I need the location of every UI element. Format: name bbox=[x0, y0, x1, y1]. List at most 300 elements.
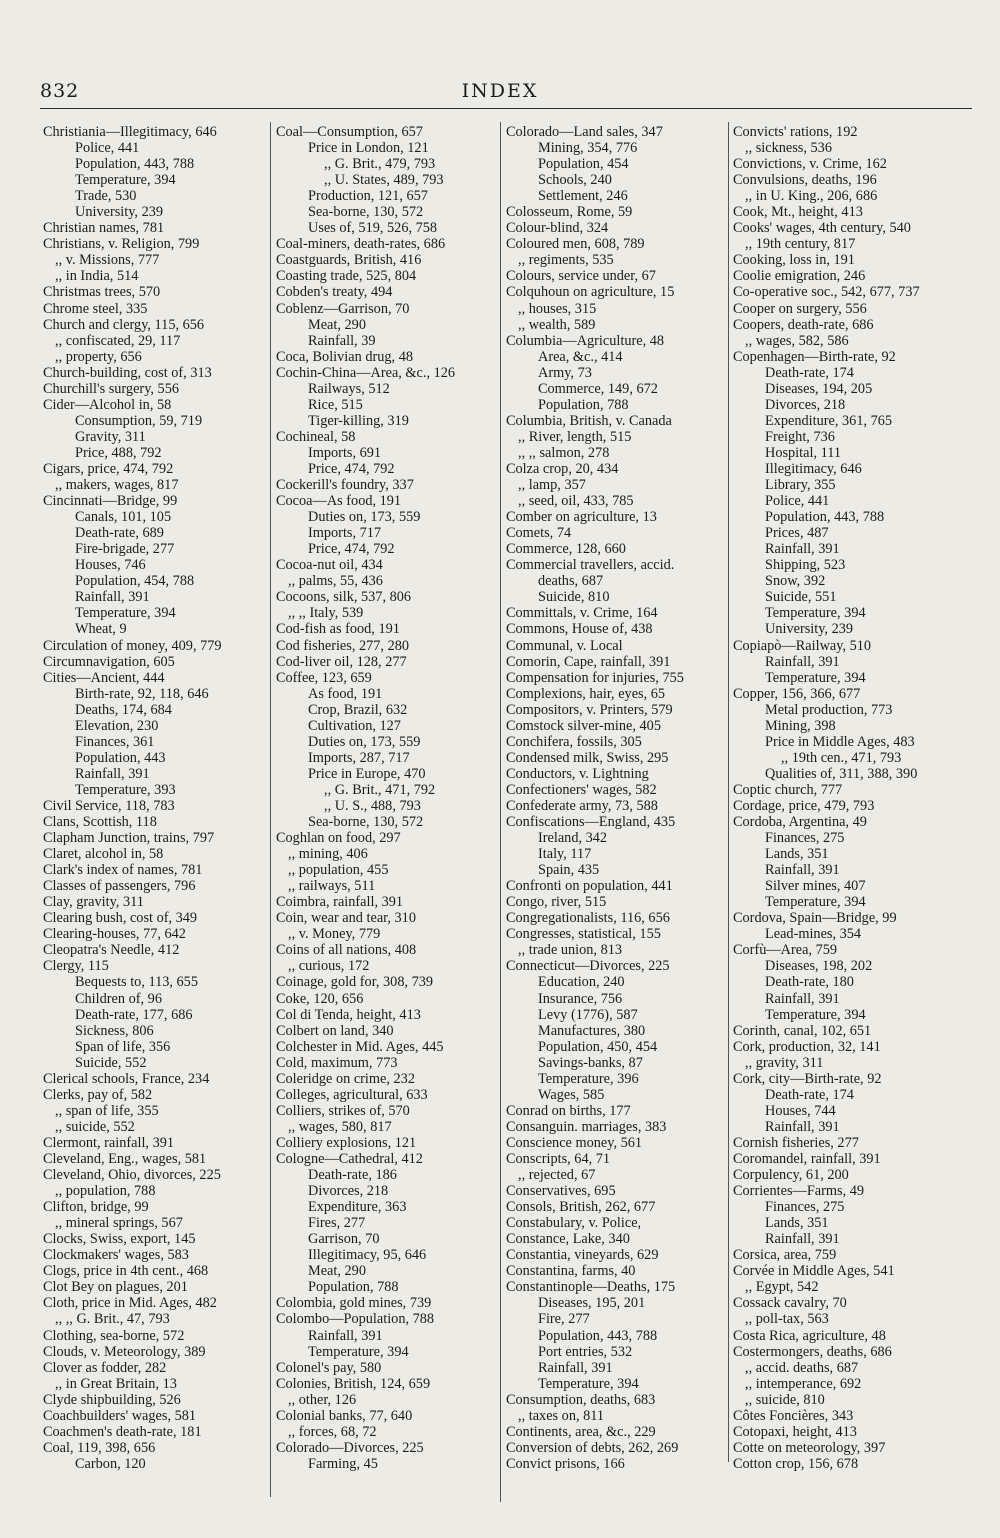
index-entry: Mining, 398 bbox=[765, 717, 836, 734]
index-entry: Meat, 290 bbox=[308, 316, 366, 333]
index-entry: Coinage, gold for, 308, 739 bbox=[276, 974, 434, 991]
index-entry: ,, 19th cen., 471, 793 bbox=[781, 749, 902, 766]
index-entry: Levy (1776), 587 bbox=[538, 1006, 638, 1023]
index-entry: Population, 443, 788 bbox=[765, 509, 885, 526]
index-entry: Confectioners' wages, 582 bbox=[506, 781, 657, 798]
index-entry: Imports, 691 bbox=[308, 444, 382, 461]
index-entry: ,, wealth, 589 bbox=[518, 316, 596, 333]
index-entry: Colour-blind, 324 bbox=[506, 220, 609, 237]
index-entry: Suicide, 810 bbox=[538, 589, 610, 606]
index-entry: Fire-brigade, 277 bbox=[75, 541, 175, 558]
index-entry: Imports, 287, 717 bbox=[308, 749, 410, 766]
index-entry: deaths, 687 bbox=[538, 573, 604, 590]
index-entry: Confiscations—England, 435 bbox=[506, 814, 676, 831]
index-entry: Confederate army, 73, 588 bbox=[506, 797, 658, 814]
index-entry: Uses of, 519, 526, 758 bbox=[308, 220, 438, 237]
index-column-3 bbox=[506, 124, 726, 1472]
index-entry: ,, taxes on, 811 bbox=[518, 1407, 605, 1424]
index-entry: Children of, 96 bbox=[75, 990, 162, 1007]
index-entry: Coleridge on crime, 232 bbox=[276, 1070, 415, 1087]
index-entry: Cotton crop, 156, 678 bbox=[733, 1455, 859, 1472]
index-entry: Police, 441 bbox=[765, 493, 830, 510]
index-entry: Corrientes—Farms, 49 bbox=[733, 1183, 865, 1200]
index-entry: Cochineal, 58 bbox=[276, 428, 356, 445]
index-entry: Commercial travellers, accid. bbox=[506, 557, 675, 574]
index-entry: Price in London, 121 bbox=[308, 140, 429, 157]
index-entry: Cooper on surgery, 556 bbox=[733, 300, 867, 317]
index-entry: Wheat, 9 bbox=[75, 621, 127, 638]
index-entry: Colliers, strikes of, 570 bbox=[276, 1102, 410, 1119]
index-entry: Coke, 120, 656 bbox=[276, 990, 364, 1007]
index-entry: Sea-borne, 130, 572 bbox=[308, 814, 424, 831]
index-entry: Rainfall, 391 bbox=[765, 541, 840, 558]
index-entry: Cod-fish as food, 191 bbox=[276, 621, 400, 638]
index-entry: Rainfall, 391 bbox=[538, 1359, 613, 1376]
index-entry: Coptic church, 777 bbox=[733, 781, 843, 798]
index-entry: ,, mining, 406 bbox=[288, 846, 368, 863]
index-entry: Cossack cavalry, 70 bbox=[733, 1295, 847, 1312]
page-number: 832 bbox=[40, 80, 80, 102]
index-entry: Cornish fisheries, 277 bbox=[733, 1134, 859, 1151]
index-entry: Wages, 585 bbox=[538, 1086, 605, 1103]
index-entry: Coca, Bolivian drug, 48 bbox=[276, 348, 413, 365]
index-entry: Compositors, v. Printers, 579 bbox=[506, 701, 673, 718]
index-entry: Confronti on population, 441 bbox=[506, 878, 673, 895]
index-entry: ,, forces, 68, 72 bbox=[288, 1423, 377, 1440]
index-entry: Clot Bey on plagues, 201 bbox=[43, 1279, 188, 1296]
index-entry: Duties on, 173, 559 bbox=[308, 733, 421, 750]
index-entry: Clothing, sea-borne, 572 bbox=[43, 1327, 185, 1344]
index-entry: Population, 454, 788 bbox=[75, 573, 195, 590]
index-entry: Elevation, 230 bbox=[75, 717, 159, 734]
index-entry: ,, rejected, 67 bbox=[518, 1167, 596, 1184]
index-entry: Houses, 746 bbox=[75, 557, 146, 574]
index-entry: Police, 441 bbox=[75, 140, 140, 157]
index-entry: Meat, 290 bbox=[308, 1263, 366, 1280]
index-entry: Commons, House of, 438 bbox=[506, 621, 653, 638]
index-entry: Illegitimacy, 95, 646 bbox=[308, 1247, 427, 1264]
index-column-2 bbox=[276, 124, 496, 1472]
index-entry: Temperature, 396 bbox=[538, 1070, 639, 1087]
index-entry: Cigars, price, 474, 792 bbox=[43, 460, 174, 477]
index-entry: Divorces, 218 bbox=[308, 1183, 389, 1200]
index-entry: Death-rate, 689 bbox=[75, 525, 164, 542]
index-entry: Consumption, 59, 719 bbox=[75, 412, 203, 429]
index-entry: Colza crop, 20, 434 bbox=[506, 460, 619, 477]
index-entry: Freight, 736 bbox=[765, 428, 835, 445]
index-entry: Suicide, 552 bbox=[75, 1054, 147, 1071]
index-entry: Classes of passengers, 796 bbox=[43, 878, 196, 895]
index-entry: ,, U. S., 488, 793 bbox=[324, 797, 421, 814]
index-entry: Cocoa—As food, 191 bbox=[276, 493, 402, 510]
index-entry: Army, 73 bbox=[538, 364, 592, 381]
index-entry: Coal-miners, death-rates, 686 bbox=[276, 236, 446, 253]
index-entry: ,, ,, G. Brit., 47, 793 bbox=[55, 1311, 170, 1328]
index-entry: Farming, 45 bbox=[308, 1455, 378, 1472]
index-entry: Cod fisheries, 277, 280 bbox=[276, 637, 410, 654]
index-entry: Colonial banks, 77, 640 bbox=[276, 1407, 413, 1424]
index-entry: Cocoa-nut oil, 434 bbox=[276, 557, 383, 574]
index-entry: Coopers, death-rate, 686 bbox=[733, 316, 874, 333]
index-entry: Expenditure, 361, 765 bbox=[765, 412, 893, 429]
index-entry: Committals, v. Crime, 164 bbox=[506, 605, 658, 622]
index-entry: ,, population, 788 bbox=[55, 1183, 156, 1200]
index-entry: Clearing bush, cost of, 349 bbox=[43, 910, 198, 927]
index-entry: Comorin, Cape, rainfall, 391 bbox=[506, 653, 671, 670]
index-entry: Conservatives, 695 bbox=[506, 1183, 616, 1200]
index-entry: Clover as fodder, 282 bbox=[43, 1359, 167, 1376]
index-entry: Copiapò—Railway, 510 bbox=[733, 637, 872, 654]
index-entry: Carbon, 120 bbox=[75, 1455, 146, 1472]
index-entry: Cleveland, Ohio, divorces, 225 bbox=[43, 1167, 221, 1184]
index-entry: Temperature, 394 bbox=[765, 894, 866, 911]
index-entry: Colonel's pay, 580 bbox=[276, 1359, 382, 1376]
index-entry: ,, G. Brit., 471, 792 bbox=[324, 781, 436, 798]
index-entry: Cleveland, Eng., wages, 581 bbox=[43, 1151, 207, 1167]
index-entry: Expenditure, 363 bbox=[308, 1199, 407, 1216]
column-divider bbox=[270, 122, 271, 1497]
index-entry: Spain, 435 bbox=[538, 862, 600, 879]
index-entry: Ireland, 342 bbox=[538, 830, 608, 847]
index-entry: Italy, 117 bbox=[538, 846, 592, 863]
index-entry: Lands, 351 bbox=[765, 1215, 829, 1232]
index-entry: ,, regiments, 535 bbox=[518, 252, 614, 269]
index-entry: Cobden's treaty, 494 bbox=[276, 284, 393, 301]
index-entry: Rainfall, 391 bbox=[765, 653, 840, 670]
index-entry: Population, 788 bbox=[308, 1279, 399, 1296]
index-entry: Corpulency, 61, 200 bbox=[733, 1167, 849, 1184]
index-entry: Cochin-China—Area, &c., 126 bbox=[276, 364, 456, 381]
index-entry: Consanguin. marriages, 383 bbox=[506, 1118, 667, 1135]
index-entry: Costa Rica, agriculture, 48 bbox=[733, 1327, 886, 1344]
index-entry: Colonies, British, 124, 659 bbox=[276, 1375, 431, 1392]
index-entry: Clyde shipbuilding, 526 bbox=[43, 1391, 181, 1408]
index-entry: ,, G. Brit., 479, 793 bbox=[324, 156, 436, 173]
column-divider bbox=[500, 122, 501, 1502]
index-entry: Coolie emigration, 246 bbox=[733, 268, 866, 285]
index-entry: Cincinnati—Bridge, 99 bbox=[43, 493, 178, 510]
index-entry: Fire, 277 bbox=[538, 1311, 590, 1328]
index-entry: Cordova, Spain—Bridge, 99 bbox=[733, 910, 897, 927]
index-entry: Trade, 530 bbox=[75, 188, 137, 205]
index-entry: Congregationalists, 116, 656 bbox=[506, 910, 670, 927]
index-entry: Cork, city—Birth-rate, 92 bbox=[733, 1070, 882, 1087]
index-entry: ,, ,, salmon, 278 bbox=[518, 444, 610, 461]
index-entry: Copenhagen—Birth-rate, 92 bbox=[733, 348, 896, 365]
index-entry: Temperature, 393 bbox=[75, 781, 176, 798]
index-entry: Snow, 392 bbox=[765, 573, 826, 590]
index-column-1 bbox=[43, 124, 268, 1472]
index-entry: Qualities of, 311, 388, 390 bbox=[765, 765, 918, 782]
index-entry: ,, curious, 172 bbox=[288, 958, 370, 975]
index-entry: Clergy, 115 bbox=[43, 958, 109, 975]
index-entry: Insurance, 756 bbox=[538, 990, 623, 1007]
index-entry: Houses, 744 bbox=[765, 1102, 836, 1119]
index-entry: Circumnavigation, 605 bbox=[43, 653, 175, 670]
index-entry: ,, in India, 514 bbox=[55, 268, 139, 285]
index-entry: Tiger-killing, 319 bbox=[308, 412, 409, 429]
index-entry: Mining, 354, 776 bbox=[538, 140, 638, 157]
index-entry: Colombia, gold mines, 739 bbox=[276, 1295, 432, 1312]
index-entry: Coromandel, rainfall, 391 bbox=[733, 1151, 881, 1167]
index-entry: ,, v. Missions, 777 bbox=[55, 252, 160, 269]
index-entry: ,, intemperance, 692 bbox=[745, 1375, 862, 1392]
index-entry: Constabulary, v. Police, bbox=[506, 1215, 642, 1232]
index-entry: ,, in Great Britain, 13 bbox=[55, 1375, 177, 1392]
index-entry: Coal, 119, 398, 656 bbox=[43, 1439, 156, 1456]
index-entry: Bequests to, 113, 655 bbox=[75, 974, 198, 991]
index-entry: ,, wages, 582, 586 bbox=[745, 332, 849, 349]
index-entry: ,, confiscated, 29, 117 bbox=[55, 332, 181, 349]
index-entry: Cooking, loss in, 191 bbox=[733, 252, 855, 269]
index-entry: ,, wages, 580, 817 bbox=[288, 1118, 392, 1135]
index-entry: Port entries, 532 bbox=[538, 1343, 633, 1360]
index-entry: Temperature, 394 bbox=[308, 1343, 409, 1360]
index-entry: Rainfall, 391 bbox=[765, 1231, 840, 1248]
index-entry: Conversion of debts, 262, 269 bbox=[506, 1439, 679, 1456]
index-entry: Cities—Ancient, 444 bbox=[43, 669, 165, 686]
index-entry: ,, suicide, 810 bbox=[745, 1391, 825, 1408]
index-entry: Finances, 275 bbox=[765, 830, 845, 847]
index-entry: Metal production, 773 bbox=[765, 701, 893, 718]
index-entry: Conchifera, fossils, 305 bbox=[506, 733, 642, 750]
index-entry: Lands, 351 bbox=[765, 846, 829, 863]
index-entry: Conscripts, 64, 71 bbox=[506, 1151, 611, 1167]
index-entry: Constantinople—Deaths, 175 bbox=[506, 1279, 676, 1296]
index-entry: Rainfall, 391 bbox=[765, 862, 840, 879]
index-entry: Commerce, 149, 672 bbox=[538, 380, 658, 397]
index-entry: Clouds, v. Meteorology, 389 bbox=[43, 1343, 206, 1360]
index-entry: Cooks' wages, 4th century, 540 bbox=[733, 220, 911, 237]
index-entry: ,, makers, wages, 817 bbox=[55, 477, 179, 494]
index-entry: Colchester in Mid. Ages, 445 bbox=[276, 1038, 444, 1055]
index-entry: Garrison, 70 bbox=[308, 1231, 380, 1248]
page-title: INDEX bbox=[461, 80, 539, 102]
index-entry: Gravity, 311 bbox=[75, 428, 146, 445]
index-entry: ,, in U. King., 206, 686 bbox=[745, 188, 878, 205]
index-entry: Sea-borne, 130, 572 bbox=[308, 204, 424, 221]
index-entry: ,, lamp, 357 bbox=[518, 477, 586, 494]
index-entry: Christians, v. Religion, 799 bbox=[43, 236, 200, 253]
index-entry: Cordage, price, 479, 793 bbox=[733, 797, 875, 814]
index-entry: Death-rate, 186 bbox=[308, 1167, 397, 1184]
index-entry: Coin, wear and tear, 310 bbox=[276, 910, 416, 927]
index-entry: Consumption, deaths, 683 bbox=[506, 1391, 656, 1408]
index-entry: Christian names, 781 bbox=[43, 220, 165, 237]
index-entry: Cloth, price in Mid. Ages, 482 bbox=[43, 1295, 217, 1312]
index-entry: Conductors, v. Lightning bbox=[506, 765, 649, 782]
index-entry: Columbia—Agriculture, 48 bbox=[506, 332, 665, 349]
index-entry: Rainfall, 391 bbox=[765, 990, 840, 1007]
index-entry: Continents, area, &c., 229 bbox=[506, 1423, 656, 1440]
index-entry: Congo, river, 515 bbox=[506, 894, 607, 911]
index-entry: Claret, alcohol in, 58 bbox=[43, 846, 164, 863]
index-entry: Circulation of money, 409, 779 bbox=[43, 637, 222, 654]
index-entry: Cocoons, silk, 537, 806 bbox=[276, 589, 412, 606]
index-entry: As food, 191 bbox=[308, 685, 383, 702]
index-entry: Congresses, statistical, 155 bbox=[506, 926, 661, 943]
index-entry: Convictions, v. Crime, 162 bbox=[733, 156, 887, 173]
index-entry: Population, 454 bbox=[538, 156, 629, 173]
index-entry: ,, suicide, 552 bbox=[55, 1118, 135, 1135]
index-entry: Corsica, area, 759 bbox=[733, 1247, 837, 1264]
index-entry: Rainfall, 391 bbox=[308, 1327, 383, 1344]
index-entry: Cork, production, 32, 141 bbox=[733, 1038, 881, 1055]
index-entry: Clerks, pay of, 582 bbox=[43, 1086, 153, 1103]
index-entry: Clerical schools, France, 234 bbox=[43, 1070, 210, 1087]
index-entry: Clans, Scottish, 118 bbox=[43, 814, 157, 831]
index-entry: Price in Europe, 470 bbox=[308, 765, 426, 782]
index-entry: ,, v. Money, 779 bbox=[288, 926, 381, 943]
index-entry: Copper, 156, 366, 677 bbox=[733, 685, 861, 702]
index-entry: Côtes Foncières, 343 bbox=[733, 1407, 854, 1424]
index-entry: Finances, 275 bbox=[765, 1199, 845, 1216]
index-entry: Commerce, 128, 660 bbox=[506, 541, 626, 558]
index-entry: Churchill's surgery, 556 bbox=[43, 380, 180, 397]
index-entry: Population, 788 bbox=[538, 396, 629, 413]
index-entry: Complexions, hair, eyes, 65 bbox=[506, 685, 666, 702]
index-entry: Temperature, 394 bbox=[765, 605, 866, 622]
index-entry: Coal—Consumption, 657 bbox=[276, 124, 423, 140]
index-entry: Coblenz—Garrison, 70 bbox=[276, 300, 410, 317]
index-entry: ,, span of life, 355 bbox=[55, 1102, 159, 1119]
index-entry: Cotte on meteorology, 397 bbox=[733, 1439, 886, 1456]
index-entry: Schools, 240 bbox=[538, 172, 612, 189]
index-entry: Silver mines, 407 bbox=[765, 878, 866, 895]
index-entry: Cider—Alcohol in, 58 bbox=[43, 396, 172, 413]
index-entry: Production, 121, 657 bbox=[308, 188, 428, 205]
index-entry: Population, 443, 788 bbox=[538, 1327, 658, 1344]
index-entry: Suicide, 551 bbox=[765, 589, 837, 606]
index-entry: Connecticut—Divorces, 225 bbox=[506, 958, 670, 975]
index-entry: ,, railways, 511 bbox=[288, 878, 376, 895]
index-entry: Temperature, 394 bbox=[538, 1375, 639, 1392]
index-entry: Chrome steel, 335 bbox=[43, 300, 148, 317]
index-entry: ,, houses, 315 bbox=[518, 300, 597, 317]
index-entry: University, 239 bbox=[75, 204, 164, 221]
index-entry: ,, sickness, 536 bbox=[745, 140, 832, 157]
index-entry: Savings-banks, 87 bbox=[538, 1054, 643, 1071]
index-entry: ,, property, 656 bbox=[55, 348, 142, 365]
index-entry: Colquhoun on agriculture, 15 bbox=[506, 284, 675, 301]
index-entry: Church and clergy, 115, 656 bbox=[43, 316, 205, 333]
index-entry: Finances, 361 bbox=[75, 733, 155, 750]
index-entry: Manufactures, 380 bbox=[538, 1022, 646, 1039]
index-entry: Clark's index of names, 781 bbox=[43, 862, 203, 879]
index-entry: Cod-liver oil, 128, 277 bbox=[276, 653, 407, 670]
index-entry: ,, population, 455 bbox=[288, 862, 389, 879]
index-entry: Comber on agriculture, 13 bbox=[506, 509, 657, 526]
index-entry: Coachbuilders' wages, 581 bbox=[43, 1407, 197, 1424]
index-entry: Coffee, 123, 659 bbox=[276, 669, 372, 686]
index-entry: Temperature, 394 bbox=[75, 605, 176, 622]
index-entry: ,, mineral springs, 567 bbox=[55, 1215, 183, 1232]
index-entry: Coimbra, rainfall, 391 bbox=[276, 894, 404, 911]
index-entry: ,, trade union, 813 bbox=[518, 942, 623, 959]
index-entry: Duties on, 173, 559 bbox=[308, 509, 421, 526]
index-entry: Col di Tenda, height, 413 bbox=[276, 1006, 421, 1023]
index-entry: Cologne—Cathedral, 412 bbox=[276, 1151, 423, 1167]
index-entry: Coasting trade, 525, 804 bbox=[276, 268, 417, 285]
index-entry: Colbert on land, 340 bbox=[276, 1022, 394, 1039]
index-entry: Compensation for injuries, 755 bbox=[506, 669, 684, 686]
index-entry: Shipping, 523 bbox=[765, 557, 846, 574]
index-entry: ,, gravity, 311 bbox=[745, 1054, 824, 1071]
index-entry: ,, 19th century, 817 bbox=[745, 236, 856, 253]
index-entry: Comets, 74 bbox=[506, 525, 572, 542]
index-entry: Coins of all nations, 408 bbox=[276, 942, 417, 959]
index-entry: Birth-rate, 92, 118, 646 bbox=[75, 685, 209, 702]
column-divider bbox=[728, 122, 729, 1462]
index-entry: Death-rate, 174 bbox=[765, 364, 854, 381]
index-entry: Cook, Mt., height, 413 bbox=[733, 204, 863, 221]
index-entry: Coachmen's death-rate, 181 bbox=[43, 1423, 202, 1440]
index-entry: Rainfall, 391 bbox=[75, 765, 150, 782]
index-entry: Death-rate, 180 bbox=[765, 974, 854, 991]
index-entry: Clifton, bridge, 99 bbox=[43, 1199, 149, 1216]
index-entry: Diseases, 195, 201 bbox=[538, 1295, 646, 1312]
index-entry: Constance, Lake, 340 bbox=[506, 1231, 630, 1248]
index-entry: Death-rate, 174 bbox=[765, 1086, 854, 1103]
index-entry: Imports, 717 bbox=[308, 525, 382, 542]
index-entry: Span of life, 356 bbox=[75, 1038, 171, 1055]
index-entry: Christiania—Illegitimacy, 646 bbox=[43, 124, 217, 140]
index-entry: Rice, 515 bbox=[308, 396, 363, 413]
index-entry: Clearing-houses, 77, 642 bbox=[43, 926, 186, 943]
index-entry: Convicts' rations, 192 bbox=[733, 124, 858, 140]
index-entry: Divorces, 218 bbox=[765, 396, 846, 413]
index-entry: Prices, 487 bbox=[765, 525, 829, 542]
index-entry: Convict prisons, 166 bbox=[506, 1455, 625, 1472]
index-entry: Corinth, canal, 102, 651 bbox=[733, 1022, 872, 1039]
index-entry: ,, poll-tax, 563 bbox=[745, 1311, 829, 1328]
index-entry: Corvée in Middle Ages, 541 bbox=[733, 1263, 895, 1280]
index-entry: Temperature, 394 bbox=[765, 669, 866, 686]
index-entry: Conrad on births, 177 bbox=[506, 1102, 631, 1119]
index-entry: Communal, v. Local bbox=[506, 637, 623, 654]
index-entry: Columbia, British, v. Canada bbox=[506, 412, 672, 429]
index-entry: Colours, service under, 67 bbox=[506, 268, 656, 285]
index-entry: Canals, 101, 105 bbox=[75, 509, 172, 526]
index-entry: Comstock silver-mine, 405 bbox=[506, 717, 661, 734]
index-entry: Library, 355 bbox=[765, 477, 836, 494]
index-entry: Rainfall, 391 bbox=[765, 1118, 840, 1135]
index-entry: ,, other, 126 bbox=[288, 1391, 357, 1408]
index-entry: Population, 443, 788 bbox=[75, 156, 195, 173]
index-entry: Clogs, price in 4th cent., 468 bbox=[43, 1263, 209, 1280]
index-entry: Area, &c., 414 bbox=[538, 348, 623, 365]
index-entry: Constantia, vineyards, 629 bbox=[506, 1247, 659, 1264]
index-entry: Christmas trees, 570 bbox=[43, 284, 161, 301]
index-entry: Crop, Brazil, 632 bbox=[308, 701, 408, 718]
index-entry: Cultivation, 127 bbox=[308, 717, 401, 734]
index-entry: ,, River, length, 515 bbox=[518, 428, 632, 445]
index-entry: Price, 488, 792 bbox=[75, 444, 162, 461]
index-entry: Clapham Junction, trains, 797 bbox=[43, 830, 215, 847]
index-entry: Education, 240 bbox=[538, 974, 625, 991]
index-entry: Hospital, 111 bbox=[765, 444, 841, 461]
index-entry: Diseases, 194, 205 bbox=[765, 380, 873, 397]
index-entry: Deaths, 174, 684 bbox=[75, 701, 172, 718]
index-entry: Population, 443 bbox=[75, 749, 166, 766]
index-entry: Death-rate, 177, 686 bbox=[75, 1006, 193, 1023]
index-entry: Cordoba, Argentina, 49 bbox=[733, 814, 867, 831]
index-entry: ,, accid. deaths, 687 bbox=[745, 1359, 859, 1376]
index-entry: ,, ,, Italy, 539 bbox=[288, 605, 364, 622]
index-entry: Coghlan on food, 297 bbox=[276, 830, 401, 847]
index-entry: Cockerill's foundry, 337 bbox=[276, 477, 414, 494]
index-column-4 bbox=[733, 124, 973, 1472]
